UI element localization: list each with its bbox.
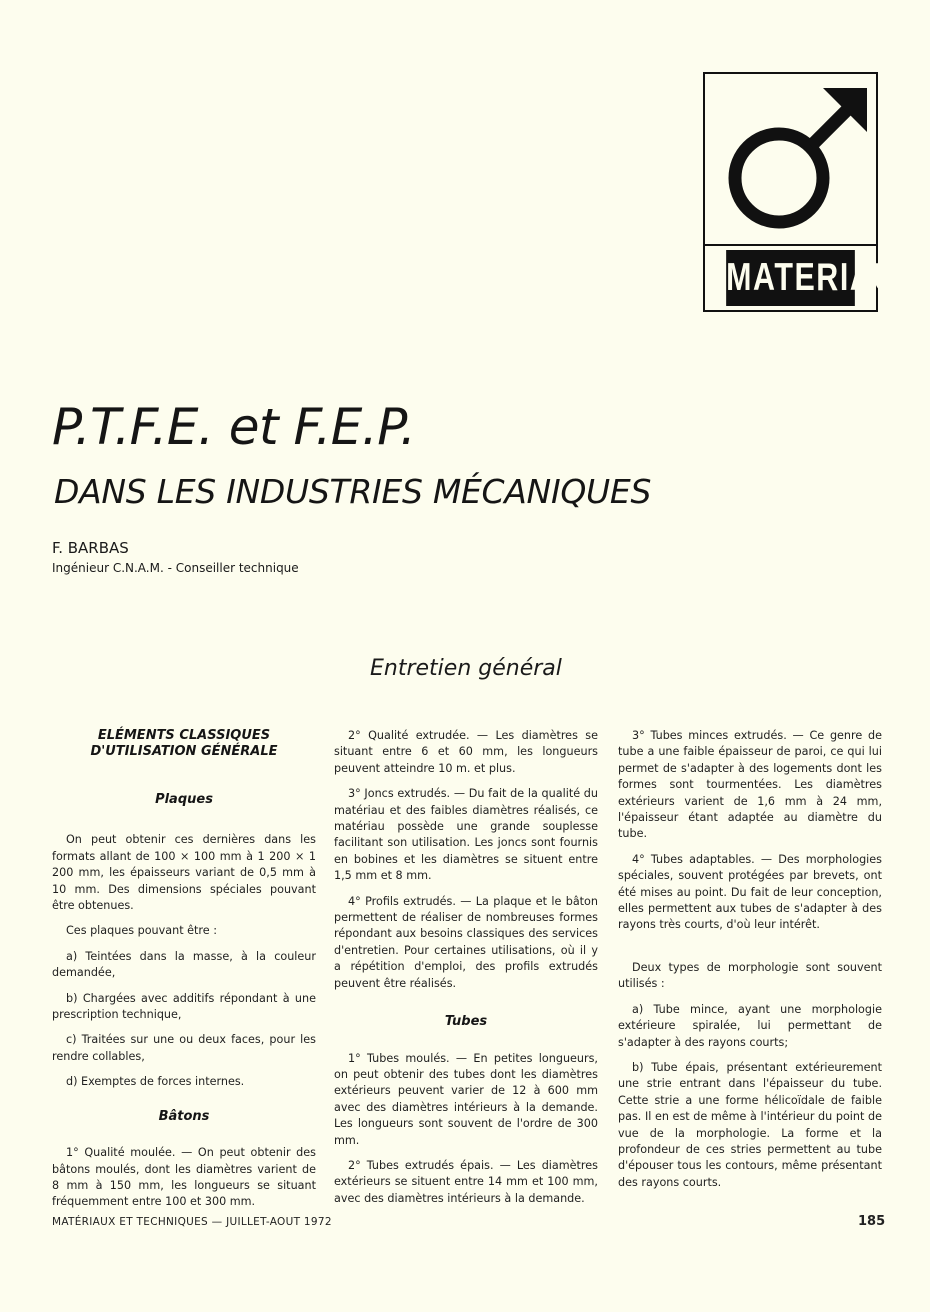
mars-symbol-icon: [705, 74, 880, 244]
paragraph: 3° Tubes minces extrudés. — Ce genre de tube a une faible épaisseur de paroi, ce qui lui permet de s'adapter à des logements dont les formes sont tourmentées. Les diamètres extérieurs varient de 1,6 mm à 24 mm, l'épaisseur étant adaptée au diamètre du tube.: [618, 729, 882, 841]
author-name: F. BARBAS: [52, 539, 129, 557]
logo-divider: [705, 244, 876, 246]
page-number: 185: [858, 1214, 886, 1229]
paragraph: On peut obtenir ces dernières dans les formats allant de 100 × 100 mm à 1 200 × 1 200 mm, les épaisseurs variant de 0,5 mm à 10 mm. Des dimensions spéciales pouvant être obtenues.: [52, 833, 316, 913]
section-heading: Entretien général: [370, 656, 562, 681]
paragraph: 1° Tubes moulés. — En petites longueurs, on peut obtenir des tubes dont les diamètres extérieurs peuvent varier de 12 à 600 mm avec des diamètres intérieurs à la demande. Les longueurs sont souvent de l'ordre de 300 mm.: [334, 1051, 598, 1147]
paragraph: 4° Profils extrudés. — La plaque et le bâton permettent de réaliser de nombreuses formes répondant aux besoins classiques des services d'entretien. Pour certaines utilisations, où il y a répétition d'emploi, des profils extrudés peuvent être réalisés.: [334, 894, 598, 990]
paragraph: Deux types de morphologie sont souvent utilisés :: [618, 960, 882, 991]
article-title: P.T.F.E. et F.E.P.: [52, 398, 416, 456]
paragraph: a) Tube mince, ayant une morphologie extérieure spiralée, lui permettant de s'adapter à des rayons courts;: [618, 1002, 882, 1049]
paragraph: b) Chargées avec additifs répondant à une prescription technique,: [52, 991, 316, 1022]
paragraph: b) Tube épais, présentant extérieurement une strie entrant dans l'épaisseur du tube. Cette strie a une forme hélicoïdale de faible pas. Il en est de même à l'intérieur du point de vue de la morphologie. La forme et la profondeur de ces stries permettent au tube d'épouser tous les contours, même présentant des rayons courts.: [618, 1060, 882, 1189]
section-logo: [703, 72, 919, 312]
paragraph: 2° Tubes extrudés épais. — Les diamètres extérieurs se situent entre 14 mm et 100 mm, avec des diamètres intérieurs à la demande.: [334, 1158, 598, 1205]
author-role: Ingénieur C.N.A.M. - Conseiller technique: [52, 561, 299, 575]
paragraph: 2° Qualité extrudée. — Les diamètres se situant entre 6 et 60 mm, les longueurs peuvent atteindre 10 m. et plus.: [334, 729, 598, 775]
column-3: [618, 728, 882, 1200]
paragraph: 4° Tubes adaptables. — Des morphologies spéciales, souvent protégées par brevets, ont été mises au point. Du fait de leur conception, elles permettent aux tubes de s'adapter à des rayons très courts, d'où leur intérêt.: [618, 852, 882, 932]
logo-label: MATERIAUX: [726, 250, 855, 306]
column-1-heading: [52, 728, 316, 760]
subheading-batons: Bâtons: [158, 1108, 210, 1124]
column-1: [52, 728, 316, 1220]
subheading-plaques: Plaques: [155, 792, 213, 807]
subheading-tubes: Tubes: [444, 1014, 488, 1030]
paragraph: 3° Joncs extrudés. — Du fait de la qualité du matériau et des faibles diamètres réalisés, ce matériau possède une grande souplesse facilitant son utilisation. Les joncs sont fournis en bobines et les diamètres se situent entre 1,5 mm et 8 mm.: [334, 787, 598, 883]
column-1-heading-line2: D'UTILISATION GÉNÉRALE: [90, 744, 278, 759]
column-2: [334, 728, 598, 1216]
paragraph: 1° Qualité moulée. — On peut obtenir des bâtons moulés, dont les diamètres varient de 8 mm à 150 mm, les longueurs se situant fréquemment entre 100 et 300 mm.: [52, 1146, 316, 1209]
article-subtitle: DANS LES INDUSTRIES MÉCANIQUES: [54, 472, 652, 511]
journal-footer: MATÉRIAUX ET TECHNIQUES — JUILLET-AOUT 1972: [52, 1216, 332, 1228]
paragraph: a) Teintées dans la masse, à la couleur demandée,: [52, 949, 316, 980]
paragraph: Ces plaques pouvant être :: [66, 924, 217, 938]
paragraph: c) Traitées sur une ou deux faces, pour les rendre collables,: [52, 1033, 316, 1063]
column-1-heading-line1: ELÉMENTS CLASSIQUES: [97, 728, 271, 743]
paragraph: d) Exemptes de forces internes.: [66, 1075, 245, 1089]
